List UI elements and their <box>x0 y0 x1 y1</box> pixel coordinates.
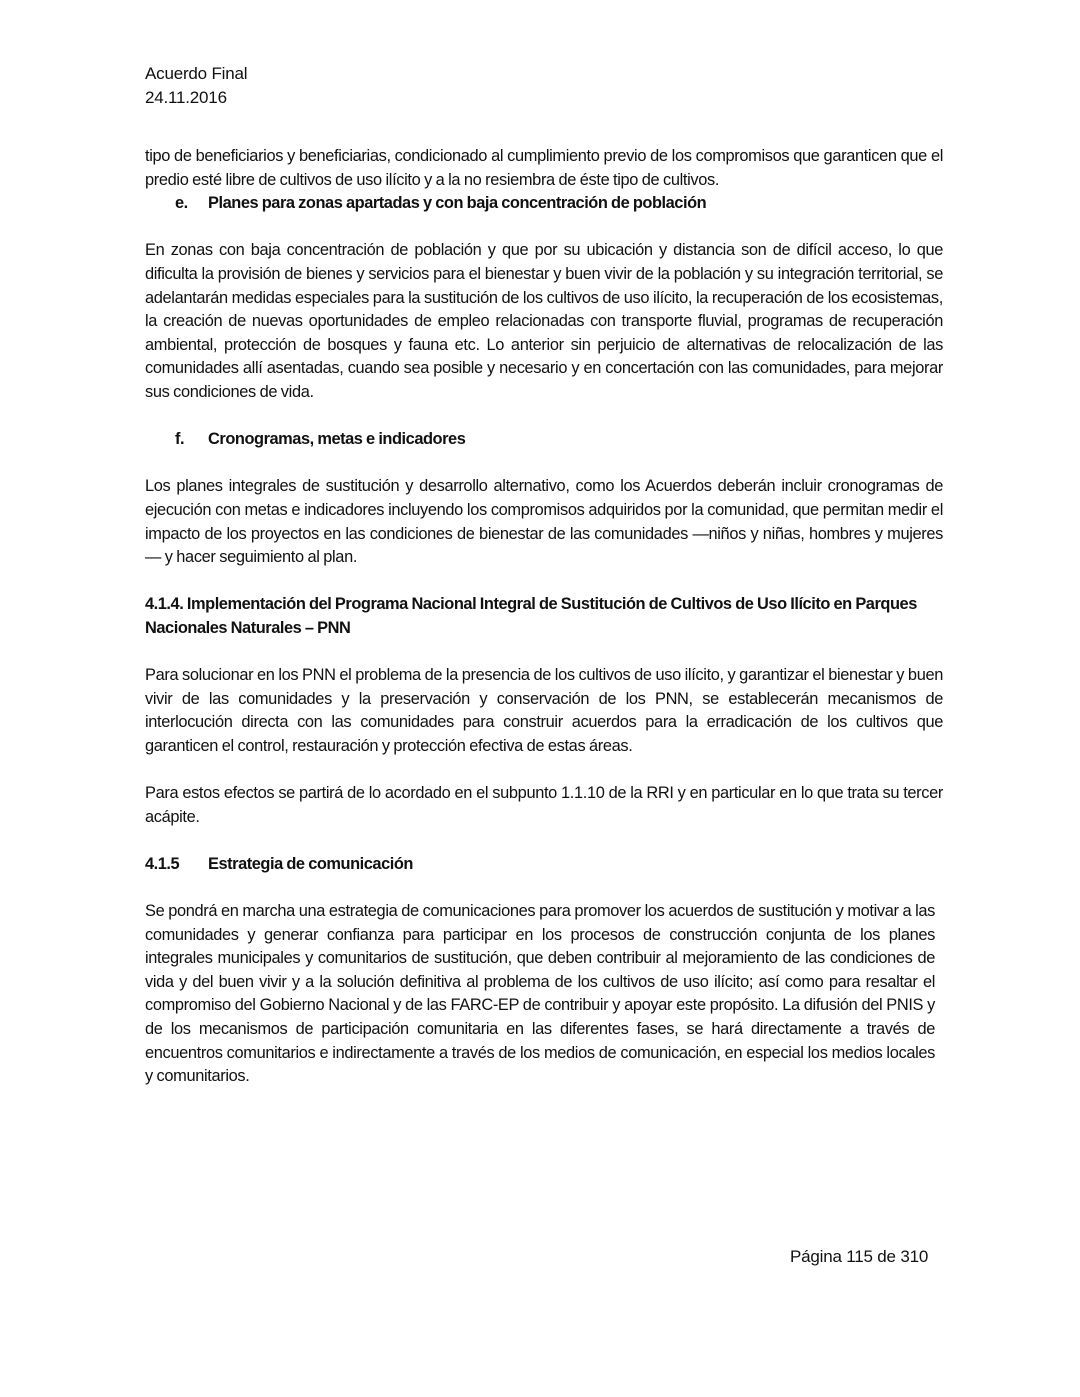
paragraph-section-e: En zonas con baja concentración de población y que por su ubicación y distancia son de difícil acceso, lo que dificulta la provisión de bienes y servicios para el bienestar y buen vivir de la población y su integración territorial, se adelantarán medidas especiales para la sustitución de los cultivos de uso ilícito, la recuperación de los ecosistemas, la creación de nuevas oportunidades de empleo relacionadas con transporte fluvial, programas de recuperación ambiental, protección de bosques y fauna etc. Lo anterior sin perjuicio de alternativas de relocalización de las comunidades allí asentadas, cuando sea posible y necesario y en concertación con las comunidades, para mejorar sus condiciones de vida. <box>145 241 943 401</box>
paragraph-section-f: Los planes integrales de sustitución y desarrollo alternativo, como los Acuerdos deberán incluir cronogramas de ejecución con metas e indicadores incluyendo los compromisos adquiridos por la comunidad, que permitan medir el impacto de los proyectos en las condiciones de bienestar de las comunidades —niños y niñas, hombres y mujeres— y hacer seguimiento al plan. <box>145 477 943 567</box>
paragraph-section-4-1-4-b: Para estos efectos se partirá de lo acordado en el subpunto 1.1.10 de la RRI y en particular en lo que trata su tercer acápite. <box>145 784 943 826</box>
page-footer <box>790 1245 928 1269</box>
body-block-1 <box>145 145 943 1089</box>
heading-section-4-1-5 <box>145 853 943 877</box>
heading-text: Estrategia de comunicación <box>208 854 413 873</box>
heading-marker: 4.1.5 <box>145 854 180 873</box>
document-title: Acuerdo Final <box>145 64 248 83</box>
paragraph-section-4-1-5: Se pondrá en marcha una estrategia de comunicaciones para promover los acuerdos de sustitución y motivar a las comunidades y generar confianza para participar en los procesos de construcción conjunta de los planes integrales municipales y comunitarios de sustitución, que deben contribuir al mejoramiento de las condiciones de vida y del buen vivir y a la solución definitiva al problema de los cultivos de uso ilícito; así como para resaltar el compromiso del Gobierno Nacional y de las FARC-EP de contribuir y apoyar este propósito. La difusión del PNIS y de los mecanismos de participación comunitaria en las diferentes fases, se hará directamente a través de encuentros comunitarios e indirectamente a través de los medios de comunicación, en especial los medios locales y comunitarios. <box>145 902 935 1086</box>
heading-text: Cronogramas, metas e indicadores <box>208 430 466 449</box>
heading-section-f <box>145 428 943 452</box>
heading-text: Planes para zonas apartadas y con baja concentración de población <box>208 194 707 213</box>
paragraph-intro: tipo de beneficiarios y beneficiarias, condicionado al cumplimiento previo de los compromisos que garanticen que el predio esté libre de cultivos de uso ilícito y a la no resiembra de éste tipo de cultivos. <box>145 147 943 189</box>
heading-section-4-1-4: 4.1.4. Implementación del Programa Nacional Integral de Sustitución de Cultivos de Uso Ilícito en Parques Nacionales Naturales – PNN <box>145 595 917 637</box>
heading-marker: f. <box>175 430 185 449</box>
heading-section-e <box>145 192 943 216</box>
paragraph-section-4-1-4-a: Para solucionar en los PNN el problema de la presencia de los cultivos de uso ilícito, y garantizar el bienestar y buen vivir de las comunidades y la preservación y conservación de los PNN, se establecerán mecanismos de interlocución directa con las comunidades para construir acuerdos para la erradicación de los cultivos que garanticen el control, restauración y protección efectiva de estas áreas. <box>145 666 943 755</box>
heading-marker: e. <box>175 194 188 213</box>
document-date: 24.11.2016 <box>145 88 227 107</box>
page-header <box>145 62 247 110</box>
page-number: Página 115 de 310 <box>790 1247 929 1266</box>
